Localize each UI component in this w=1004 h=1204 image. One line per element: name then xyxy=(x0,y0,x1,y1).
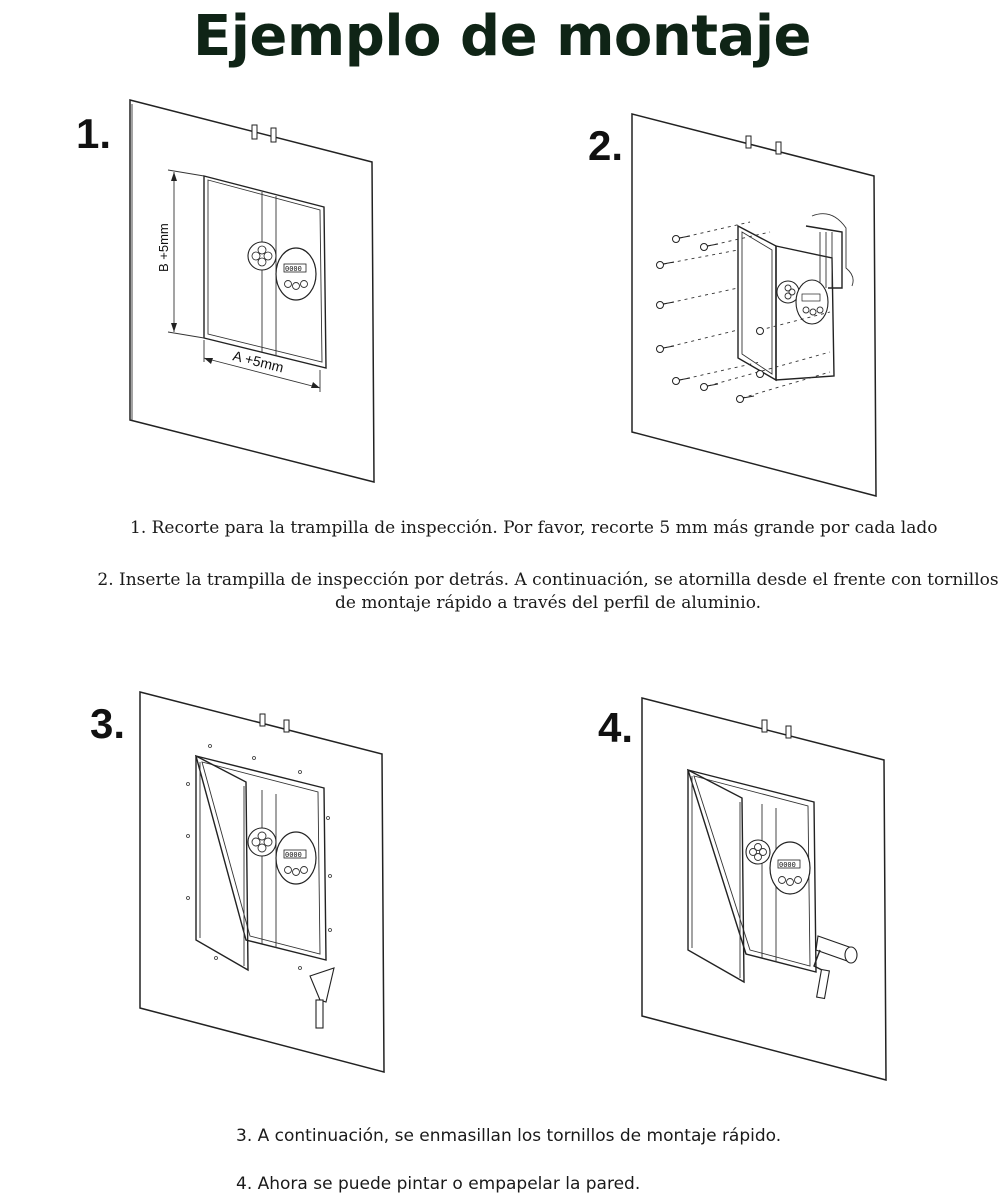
panel-1-cutout-illustration xyxy=(130,100,374,482)
panel-2-insert-illustration xyxy=(632,114,876,496)
step-4-number: 4. xyxy=(598,704,634,751)
step-4-caption: 4. Ahora se puede pintar o empapelar la pared. xyxy=(236,1174,641,1194)
step-3-number: 3. xyxy=(90,700,126,747)
dimension-width-label: A +5mm xyxy=(231,347,286,376)
valve-icon xyxy=(248,242,276,270)
step-1-caption: 1. Recorte para la trampilla de inspección. Por favor, recorte 5 mm más grande por cada lado xyxy=(130,518,938,538)
step-1-number: 1. xyxy=(76,110,112,157)
meter-display-3: 0000 xyxy=(285,851,302,859)
dimension-height-label: B +5mm xyxy=(156,223,171,272)
meter-display-4: 0000 xyxy=(779,861,796,869)
panel-4-paint-illustration xyxy=(642,698,886,1080)
step-2-number: 2. xyxy=(588,122,624,169)
meter-display-1: 0000 xyxy=(285,265,302,273)
page-title: Ejemplo de montaje xyxy=(192,4,812,69)
step-2-caption: 2. Inserte la trampilla de inspección por detrás. A continuación, se atornilla desde el frente con tornillos de montaje rápido a través del perfil de aluminio. xyxy=(97,570,999,613)
step-3-caption: 3. A continuación, se enmasillan los tornillos de montaje rápido. xyxy=(236,1126,782,1146)
meter-icon xyxy=(276,248,316,300)
panel-3-filler-illustration xyxy=(140,692,384,1072)
